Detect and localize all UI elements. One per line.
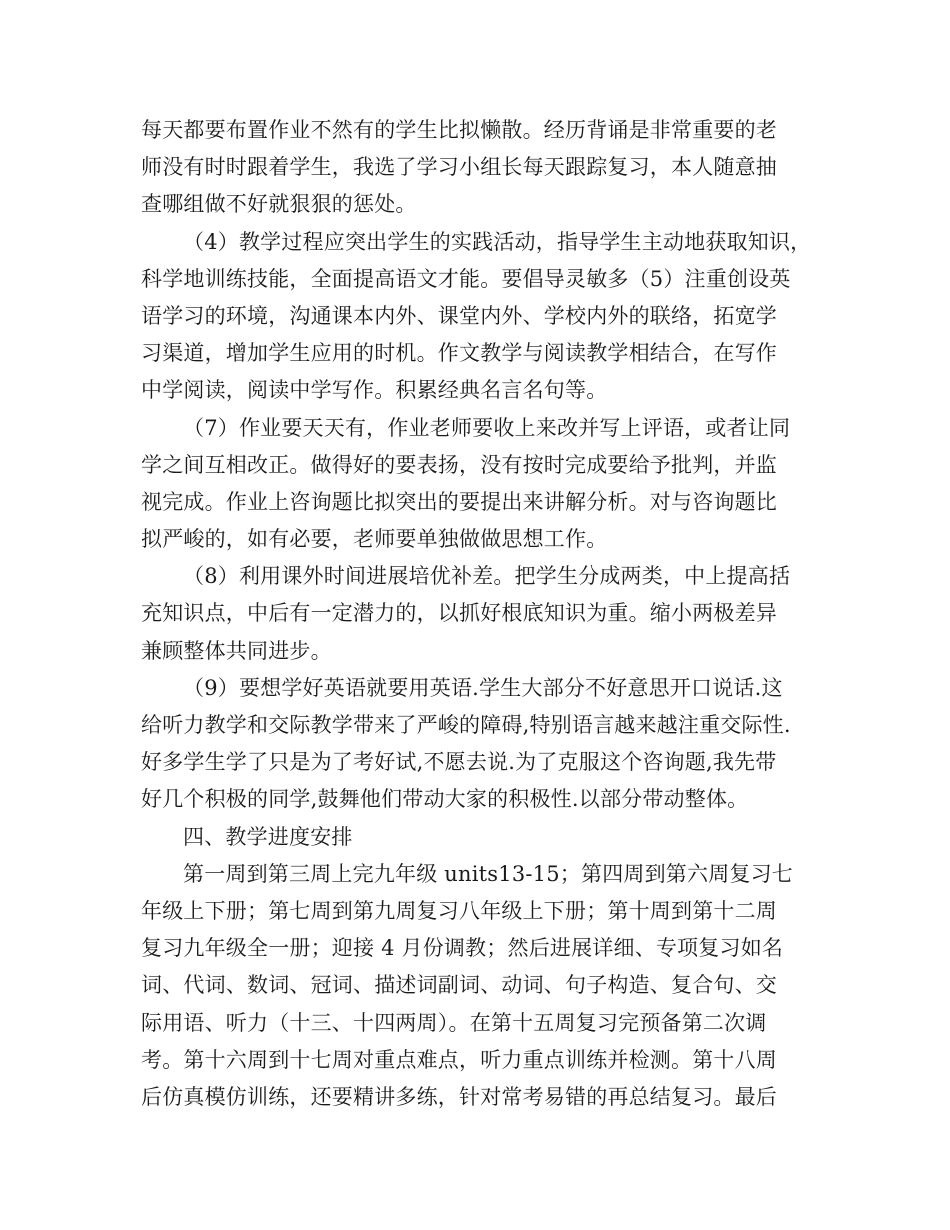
text-line: 每天都要布置作业不然有的学生比拟懒散。经历背诵是非常重要的老 — [141, 118, 777, 142]
text-line: 兼顾整体共同进步。 — [141, 638, 332, 663]
text-line: 习渠道，增加学生应用的时机。作文教学与阅读教学相结合，在写作 — [141, 341, 777, 366]
text-line: 第一周到第三周上完九年级 units13-15；第四周到第六周复习七 — [183, 861, 793, 886]
text-line: 给听力教学和交际教学带来了严峻的障碍,特别语言越来越注重交际性. — [141, 713, 791, 737]
text-line: 学之间互相改正。做得好的要表扬，没有按时完成要给予批判，并监 — [141, 452, 777, 477]
text-line: 师没有时时跟着学生，我选了学习小组长每天跟踪复习，本人随意抽 — [141, 155, 777, 180]
text-line: 拟严峻的，如有必要，老师要单独做做思想工作。 — [141, 527, 608, 552]
text-line: 后仿真模仿训练，还要精讲多练，针对常考易错的再总结复习。最后 — [141, 1084, 777, 1109]
text-line: 际用语、听力（十三、十四两周）。在第十五周复习完预备第二次调 — [141, 1010, 767, 1035]
text-line: 语学习的环境，沟通课本内外、课堂内外、学校内外的联络，拓宽学 — [141, 303, 777, 328]
text-line: 科学地训练技能，全面提高语文才能。要倡导灵敏多（5）注重创设英 — [141, 266, 791, 291]
document-body — [141, 112, 813, 1116]
text-line: （4）教学过程应突出学生的实践活动，指导学生主动地获取知识， — [183, 229, 812, 254]
text-line: 好多学生学了只是为了考好试,不愿去说.为了克服这个咨询题,我先带 — [141, 750, 777, 775]
text-line: 考。第十六周到十七周对重点难点，听力重点训练并检测。第十八周 — [141, 1047, 777, 1072]
text-line: 四、教学进度安排 — [183, 824, 353, 849]
text-line: （9）要想学好英语就要用英语.学生大部分不好意思开口说话.这 — [183, 675, 783, 700]
text-line: 中学阅读，阅读中学写作。积累经典名言名句等。 — [141, 378, 608, 403]
text-line: 视完成。作业上咨询题比拟突出的要提出来讲解分析。对与咨询题比 — [141, 489, 777, 514]
text-line: 查哪组做不好就狠狠的惩处。 — [141, 192, 417, 217]
text-line: 年级上下册；第七周到第九周复习八年级上下册；第十周到第十二周 — [141, 898, 777, 923]
text-line: （8）利用课外时间进展培优补差。把学生分成两类，中上提高括 — [183, 564, 791, 589]
text-line: （7）作业要天天有，作业老师要收上来改并写上评语，或者让同 — [183, 415, 791, 440]
text-line: 复习九年级全一册；迎接 4 月份调教；然后进展详细、专项复习如名 — [141, 936, 784, 961]
text-line: 充知识点，中后有一定潜力的，以抓好根底知识为重。缩小两极差异 — [141, 601, 777, 626]
text-line: 词、代词、数词、冠词、描述词副词、动词、句子构造、复合句、交 — [141, 973, 777, 998]
text-line: 好几个积极的同学,鼓舞他们带动大家的积极性.以部分带动整体。 — [141, 787, 749, 812]
